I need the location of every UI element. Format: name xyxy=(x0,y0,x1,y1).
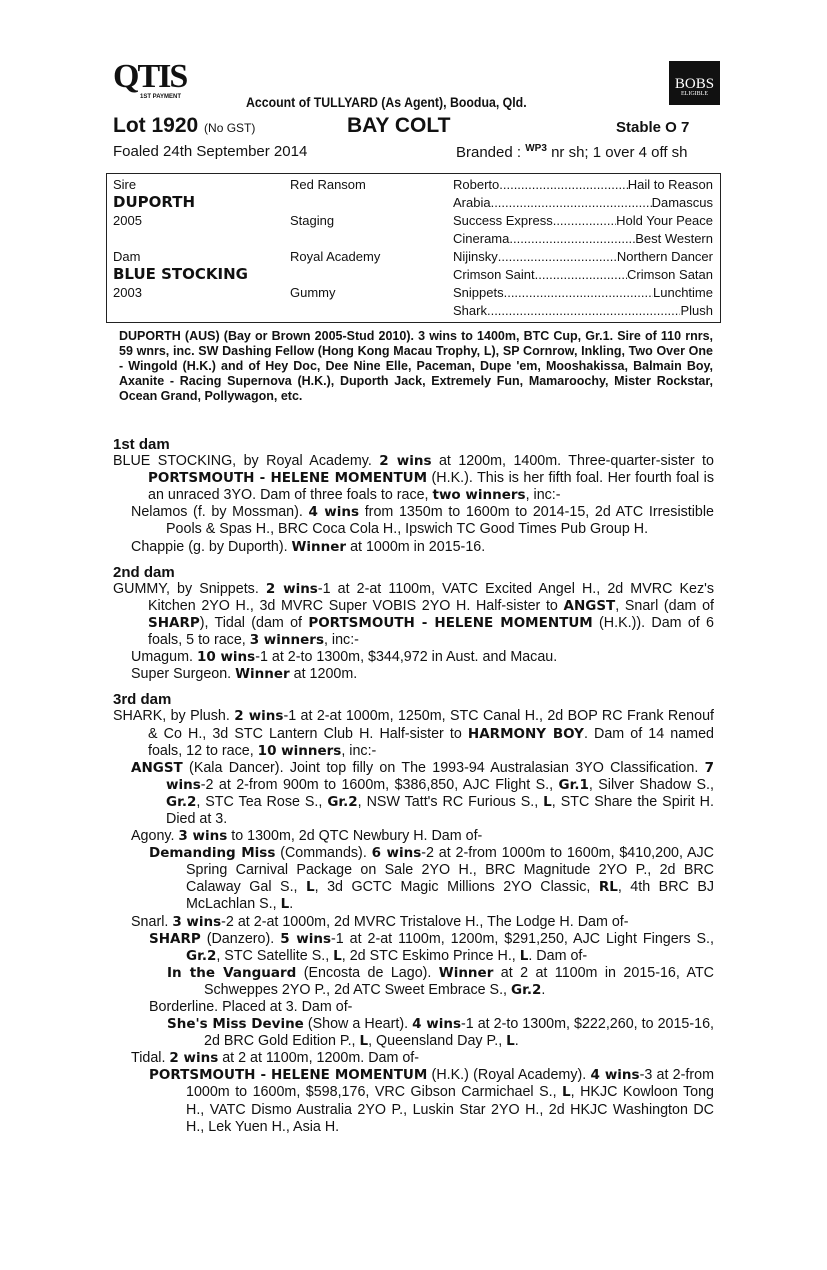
great-grandparent-row xyxy=(453,267,713,282)
text-run: , inc:- xyxy=(525,487,561,504)
qtis-logo: QTIS xyxy=(113,58,187,95)
bold-run: 2 wins xyxy=(379,453,432,470)
bold-run: PORTSMOUTH - HELENE MOMENTUM xyxy=(149,1067,428,1084)
text-run: at 1200m. xyxy=(289,666,358,683)
bold-run: 5 wins xyxy=(280,930,331,947)
bold-run: two winners xyxy=(432,487,526,504)
branded-label: Branded : xyxy=(456,144,522,161)
text-run: GUMMY, by Snippets. xyxy=(113,580,266,597)
bold-run: Gr.2 xyxy=(327,793,358,810)
text-run: , HKJC Kowloon Tong H., VATC Dismo Australia 2YO P., Luskin Star 2YO H., 2d HKJC Washington DC H., Lek Yuen H., Asia H. xyxy=(186,1084,714,1135)
bobs-logo-subtitle: ELIGIBLE xyxy=(681,91,708,97)
brand-mark: WP3 xyxy=(525,143,547,154)
stable-number: Stable O 7 xyxy=(616,119,690,136)
grandsire: Royal Academy xyxy=(290,249,381,264)
leader-dots xyxy=(553,213,616,228)
great-grandparent: Arabia xyxy=(453,195,491,210)
great-grandparent: Roberto xyxy=(453,177,500,192)
text-run: Tidal. xyxy=(131,1050,170,1067)
family-entry xyxy=(113,845,714,913)
text-run: Agony. xyxy=(131,828,179,845)
bold-run: PORTSMOUTH - HELENE MOMENTUM xyxy=(308,614,593,631)
text-run: (H.K.). This is her fifth foal. Her fourth foal is an unraced 3YO. Dam of three foals to race, xyxy=(148,470,714,504)
family-entry xyxy=(113,708,714,759)
family-entry xyxy=(113,649,714,666)
text-run: Snarl. xyxy=(131,913,173,930)
leader-dots xyxy=(535,267,627,282)
family-entry xyxy=(113,504,714,538)
foaled-date: Foaled 24th September 2014 xyxy=(113,143,308,160)
text-run: at 1000m in 2015-16. xyxy=(346,538,486,555)
bold-run: Winner xyxy=(438,964,494,981)
bold-run: Demanding Miss xyxy=(149,845,276,862)
great-grandparent-row xyxy=(453,303,713,318)
bold-run: L xyxy=(280,896,290,913)
bold-run: 2 wins xyxy=(265,580,318,597)
text-run: , Snarl (dam of xyxy=(615,597,714,614)
text-run: . Dam of 14 named foals, 12 to race, xyxy=(148,725,714,759)
text-run: (Show a Heart). xyxy=(303,1016,413,1033)
text-run: (Commands). xyxy=(275,845,372,862)
dam-name: BLUE STOCKING xyxy=(113,265,248,283)
section-heading: 1st dam xyxy=(113,436,170,453)
bold-run: Winner xyxy=(235,666,290,683)
great-grandparent-sire: Damascus xyxy=(651,195,713,210)
text-run: Borderline. Placed at 3. Dam of- xyxy=(149,999,353,1015)
text-run: -1 at 2-at 1100m, 1200m, $291,250, AJC Light Fingers S., xyxy=(331,930,715,947)
horse-title: BAY COLT xyxy=(347,114,451,137)
text-run: at 1200m, 1400m. Three-quarter-sister to xyxy=(431,453,714,470)
text-run: to 1300m, 2d QTC Newbury H. Dam of- xyxy=(227,828,483,845)
bold-run: SHARP xyxy=(148,614,200,631)
text-run: from 1350m to 1600m to 2014-15, 2d ATC Irresistible Pools & Spas H., BRC Coca Cola H., Ipswich TC Good Times Pub Group H. xyxy=(166,504,715,538)
text-run: , Silver Shadow S., xyxy=(588,776,714,793)
family-entry xyxy=(113,828,714,845)
text-run: , STC Tea Rose S., xyxy=(196,793,328,810)
text-run: -2 at 2-from 900m to 1600m, $386,850, AJC Flight S., xyxy=(200,776,559,793)
bold-run: Gr.2 xyxy=(186,947,217,964)
bold-run: 10 wins xyxy=(196,649,256,666)
bold-run: 4 wins xyxy=(412,1016,461,1033)
text-run: Chappie (g. by Duporth). xyxy=(131,538,292,555)
text-run: , 3d GCTC Magic Millions 2YO Classic, xyxy=(314,879,599,896)
bold-run: 2 wins xyxy=(234,708,284,725)
leader-dots xyxy=(491,195,652,210)
sire-year: 2005 xyxy=(113,213,142,228)
great-grandparent-row xyxy=(453,195,713,210)
text-run: (Encosta de Lago). xyxy=(296,964,439,981)
text-run: , 2d STC Eskimo Prince H., xyxy=(341,947,520,964)
bobs-logo-text: BOBS xyxy=(674,76,715,92)
bold-run: Gr.2 xyxy=(166,793,197,810)
text-run: , STC Satellite S., xyxy=(216,947,334,964)
text-run: -2 at 2-from 1000m to 1600m, $410,200, AJC Spring Carnival Package on Sale 2YO H., BRC Magnitude 2YO P., 2d BRC Calaway Gal S., xyxy=(186,845,714,896)
bold-run: 7 wins xyxy=(166,759,714,793)
text-run: -1 at 2-to 1300m, $344,972 in Aust. and Macau. xyxy=(255,649,558,666)
bold-run: 6 wins xyxy=(371,845,422,862)
bold-run: 2 wins xyxy=(169,1050,219,1067)
text-run: Nelamos (f. by Mossman). xyxy=(131,504,309,521)
great-grandparent: Shark xyxy=(453,303,487,318)
bold-run: 4 wins xyxy=(308,504,360,521)
great-grandparent: Nijinsky xyxy=(453,249,498,264)
family-entry xyxy=(113,1067,714,1135)
leader-dots xyxy=(487,303,681,318)
bold-run: L xyxy=(506,1033,515,1050)
qtis-logo-subtitle: 1ST PAYMENT xyxy=(140,94,182,100)
great-grandparent-row xyxy=(453,213,713,228)
text-run: BLUE STOCKING, by Royal Academy. xyxy=(113,453,380,470)
great-grandparent-sire: Crimson Satan xyxy=(627,267,713,282)
text-run: Umagum. xyxy=(131,649,197,666)
great-grandparent: Cinerama xyxy=(453,231,510,246)
text-run: (Kala Dancer). Joint top filly on The 1993-94 Australasian 3YO Classification. xyxy=(182,759,705,776)
gst-note: (No GST) xyxy=(204,121,256,135)
bold-run: 3 winners xyxy=(249,632,324,649)
vendor-account: Account of TULLYARD (As Agent), Boodua, Qld. xyxy=(246,94,527,110)
text-run: . xyxy=(514,1033,519,1050)
section-heading: 2nd dam xyxy=(113,563,175,581)
branding xyxy=(456,143,688,161)
text-run: at 2 at 1100m in 2015-16, ATC Schweppes 2YO P., 2d ATC Sweet Embrace S., xyxy=(204,964,715,998)
text-run: Super Surgeon. xyxy=(131,666,236,683)
family-entry xyxy=(113,965,714,999)
text-run: -1 at 2-at 1100m, VATC Excited Angel H., 2d MVRC Kez's Kitchen 2YO H., 3d MVRC Super VOBIS 2YO H. Half-sister to xyxy=(148,580,714,614)
text-run: (H.K.) (Royal Academy). xyxy=(427,1067,591,1084)
sire-summary: DUPORTH (AUS) (Bay or Brown 2005-Stud 2010). 3 wins to 1400m, BTC Cup, Gr.1. Sire of 110 rnrs, 59 wnrs, inc. SW Dashing Fellow (Hong Kong Macau Trophy, L), SP Cornrow, Inkling, Two Over One - Wingold (H.K.) and of Hey Doc, Dee Nine Elle, Paceman, Dupe 'em, Mooshakissa, Balmain Boy, Axanite - Racing Supernova (H.K.), Duporth Jack, Extremely Fun, Mamaroochy, Mister Rockstar, Ocean Grand, Pollywagon, etc. xyxy=(119,329,713,403)
text-run: . xyxy=(289,896,294,913)
text-run: , STC Share the Spirit H. Died at 3. xyxy=(166,793,714,827)
text-run: , inc:- xyxy=(323,632,359,649)
family-entry xyxy=(113,760,714,828)
family-entry xyxy=(113,453,714,504)
text-run: ), Tidal (dam of xyxy=(199,614,309,631)
dam-label: Dam xyxy=(113,249,141,264)
section-heading: 3rd dam xyxy=(113,691,172,709)
text-run: , inc:- xyxy=(341,742,377,759)
bold-run: L xyxy=(562,1084,571,1101)
bold-run: Gr.1 xyxy=(558,776,589,793)
great-grandparent-sire: Hail to Reason xyxy=(627,177,713,192)
bold-run: Gr.2 xyxy=(511,981,542,998)
great-grandparent-sire: Northern Dancer xyxy=(616,249,713,264)
family-entry xyxy=(113,999,714,1016)
lot-number xyxy=(113,114,255,138)
family-entry xyxy=(113,1016,714,1050)
sire-label: Sire xyxy=(113,177,137,192)
great-grandparent-row xyxy=(453,285,713,300)
text-run: -3 at 2-from 1000m to 1600m, $598,176, VRC Gibson Carmichael S., xyxy=(186,1067,714,1101)
text-run: -1 at 2-to 1300m, $222,260, to 2015-16, 2d BRC Gold Edition P., xyxy=(204,1016,715,1050)
family-entry xyxy=(113,539,714,556)
great-grandparent-sire: Best Western xyxy=(635,231,713,246)
text-run: , 4th BRC BJ McLachlan S., xyxy=(186,879,715,913)
text-run: -2 at 2-at 1000m, 2d MVRC Tristalove H., The Lodge H. Dam of- xyxy=(221,913,629,930)
bold-run: L xyxy=(306,879,315,896)
leader-dots xyxy=(499,177,627,192)
text-run: , NSW Tatt's RC Furious S., xyxy=(357,793,544,810)
bold-run: ANGST xyxy=(131,759,183,776)
bold-run: L xyxy=(543,793,552,810)
bold-run: Winner xyxy=(291,538,347,555)
dam-year: 2003 xyxy=(113,285,142,300)
bold-run: She's Miss Devine xyxy=(167,1016,304,1033)
text-run: SHARK, by Plush. xyxy=(113,708,235,725)
family-entry xyxy=(113,914,714,931)
family-entry xyxy=(113,931,714,965)
leader-dots xyxy=(498,249,617,264)
leader-dots xyxy=(509,231,635,246)
family-entry xyxy=(113,581,714,649)
family-sections xyxy=(113,436,714,1136)
great-grandparent: Crimson Saint xyxy=(453,267,535,282)
bold-run: L xyxy=(333,947,342,964)
bold-run: ANGST xyxy=(563,597,616,614)
great-grandparent-row xyxy=(453,177,713,192)
granddam: Staging xyxy=(290,213,335,228)
bold-run: L xyxy=(359,1033,369,1050)
leader-dots xyxy=(504,285,653,300)
family-entry xyxy=(113,666,714,683)
great-grandparent-row xyxy=(453,249,713,264)
text-run: (H.K.)). Dam of 6 foals, 5 to race, xyxy=(148,614,714,649)
branded-detail: nr sh; 1 over 4 off sh xyxy=(551,144,688,161)
bold-run: L xyxy=(519,947,529,964)
text-run: . xyxy=(541,981,546,998)
sire-name: DUPORTH xyxy=(113,193,196,211)
text-run: -1 at 2-at 1000m, 1250m, STC Canal H., 2d BOP RC Frank Renouf & Co H., 3d STC Lantern Club H. Half-sister to xyxy=(148,708,714,742)
great-grandparent-sire: Lunchtime xyxy=(653,285,713,300)
granddam: Gummy xyxy=(290,285,336,300)
text-run: , Queensland Day P., xyxy=(368,1033,507,1050)
bold-run: HARMONY BOY xyxy=(467,725,584,742)
bold-run: 4 wins xyxy=(590,1067,640,1084)
bold-run: PORTSMOUTH - HELENE MOMENTUM xyxy=(148,470,428,487)
text-run: . Dam of- xyxy=(528,947,588,964)
bold-run: RL xyxy=(598,879,618,896)
great-grandparent: Snippets xyxy=(453,285,504,300)
pedigree-table xyxy=(106,173,721,323)
bold-run: 3 wins xyxy=(178,828,228,845)
great-grandparent-row xyxy=(453,231,713,246)
text-run: at 2 at 1100m, 1200m. Dam of- xyxy=(218,1050,420,1067)
bold-run: SHARP xyxy=(149,930,201,947)
great-grandparent: Success Express xyxy=(453,213,553,228)
grandsire: Red Ransom xyxy=(290,177,366,192)
great-grandparent-sire: Hold Your Peace xyxy=(616,213,713,228)
family-entry xyxy=(113,1050,714,1067)
lot-label: Lot 1920 xyxy=(113,114,199,137)
great-grandparent-sire: Plush xyxy=(680,303,713,318)
text-run: (Danzero). xyxy=(200,930,281,947)
bobs-logo xyxy=(669,61,720,105)
bold-run: In the Vanguard xyxy=(167,964,297,981)
bold-run: 10 winners xyxy=(257,742,342,759)
bold-run: 3 wins xyxy=(172,913,222,930)
